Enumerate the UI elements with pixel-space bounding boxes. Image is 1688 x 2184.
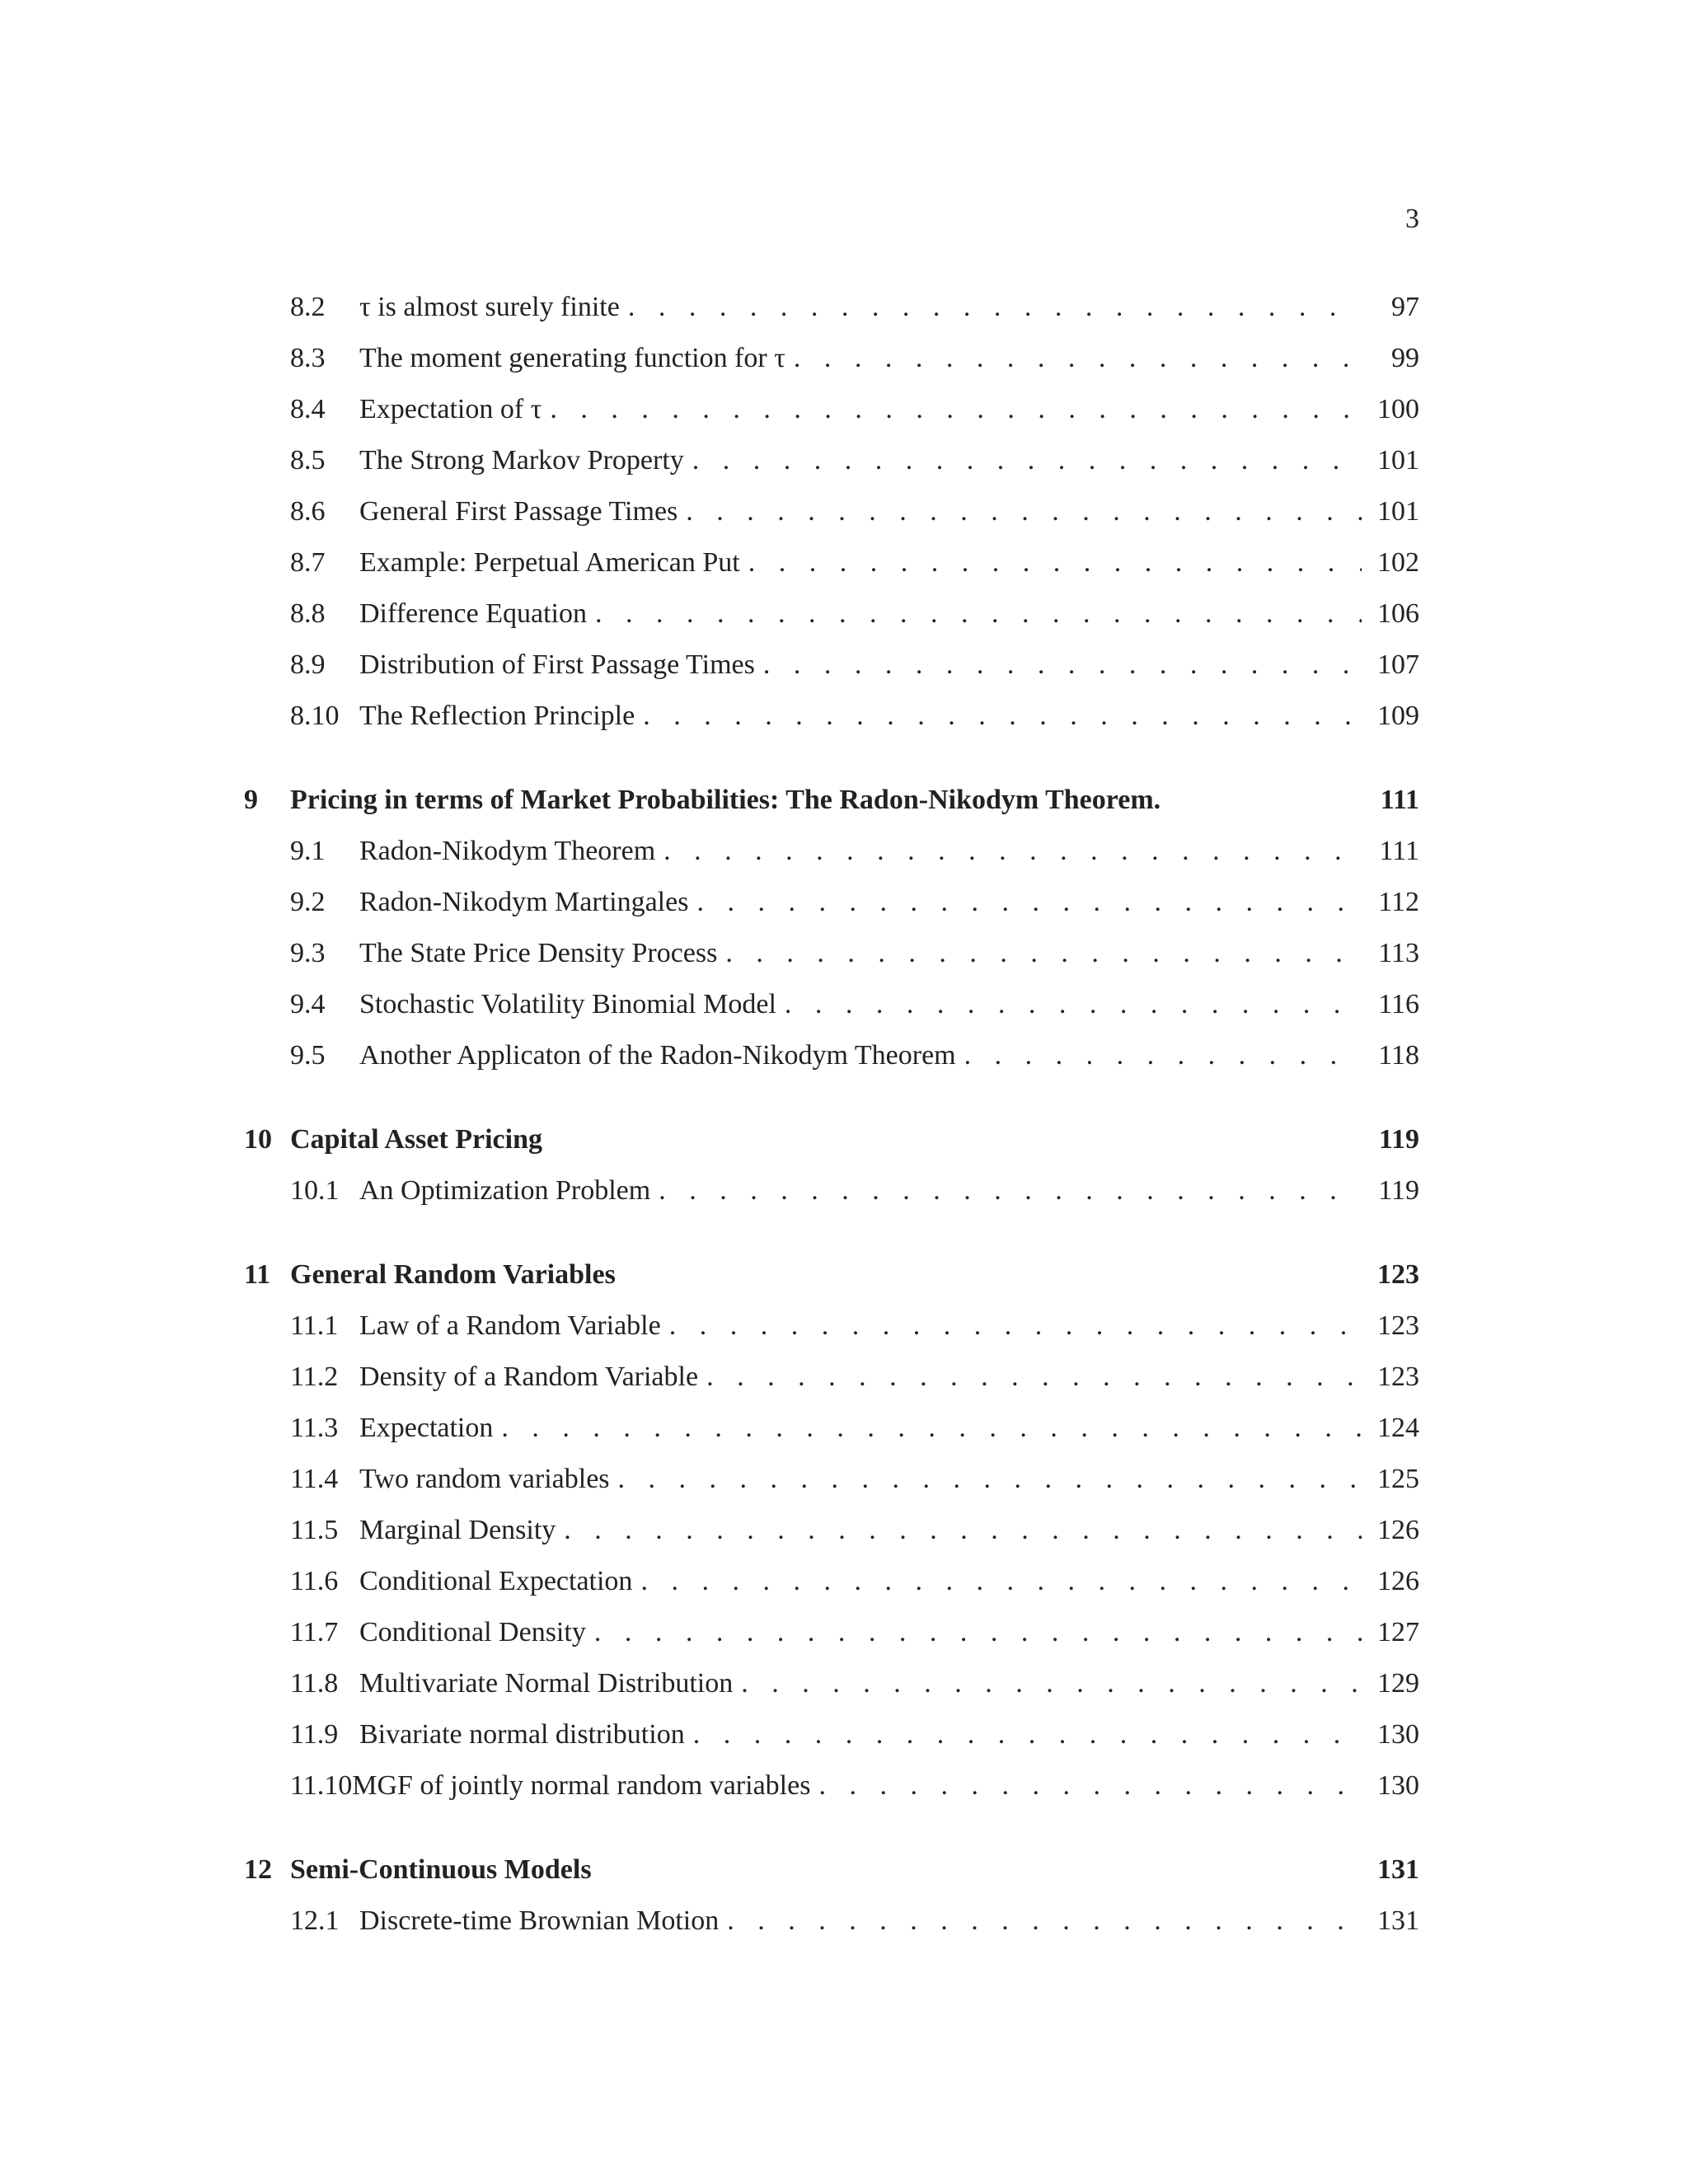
section-number: 10.1 [290,1175,340,1206]
dot-leader [693,1709,1362,1760]
page-ref: 102 [1377,547,1419,578]
toc-section-entry[interactable] [290,979,1419,1030]
section-number: 11.2 [290,1361,339,1392]
dot-leader [669,1301,1362,1352]
dot-leader [727,1896,1362,1947]
toc-section-entry[interactable] [290,1301,1419,1352]
toc-chapter-entry[interactable] [244,1844,1419,1896]
toc-section-entry[interactable] [290,1165,1419,1216]
section-title: Expectation of τ [359,394,542,424]
dot-leader [696,877,1362,928]
section-title: The Reflection Principle [359,701,635,731]
chapter-number: 9 [244,785,258,815]
section-title: Density of a Random Variable [359,1361,699,1392]
page-ref: 116 [1378,989,1419,1019]
section-title: The Strong Markov Property [359,445,684,476]
section-number: 11.9 [290,1719,339,1750]
page-ref: 109 [1377,701,1419,731]
page-ref: 125 [1377,1464,1419,1494]
page-ref: 130 [1377,1719,1419,1750]
toc-section-entry[interactable] [290,826,1419,877]
section-number: 11.5 [290,1515,339,1545]
page-ref: 127 [1377,1617,1419,1647]
chapter-number: 10 [244,1124,272,1155]
toc-section-entry[interactable] [290,1607,1419,1658]
section-number: 11.3 [290,1413,339,1443]
section-title: Multivariate Normal Distribution [359,1668,734,1699]
dot-leader [818,1760,1362,1811]
section-title: Another Applicaton of the Radon-Nikodym Theorem [359,1040,956,1071]
toc-section-entry[interactable] [290,1709,1419,1760]
toc-section-entry[interactable] [290,1556,1419,1607]
section-title: Radon-Nikodym Theorem [359,836,656,866]
section-number: 8.8 [290,598,326,629]
dot-leader [643,691,1362,742]
dot-leader [595,588,1362,640]
page-ref: 113 [1378,938,1419,968]
chapter-title: Capital Asset Pricing [290,1124,542,1155]
section-number: 9.1 [290,836,326,866]
page-ref: 111 [1379,836,1419,866]
page-ref: 107 [1377,649,1419,680]
table-of-contents [244,282,1419,1947]
toc-section-entry[interactable] [290,1658,1419,1709]
section-number: 8.4 [290,394,326,424]
section-title: Expectation [359,1413,494,1443]
page-ref: 100 [1377,394,1419,424]
page-ref: 129 [1377,1668,1419,1699]
section-number: 12.1 [290,1905,340,1936]
dot-leader [663,826,1362,877]
page-ref: 126 [1377,1566,1419,1596]
dot-leader [692,435,1362,486]
section-title: The moment generating function for τ [359,343,785,373]
page-ref: 130 [1377,1770,1419,1801]
dot-leader [618,1454,1362,1505]
dot-leader [785,979,1362,1030]
toc-section-entry[interactable] [290,333,1419,384]
page-ref: 131 [1377,1854,1419,1885]
page-ref: 123 [1377,1259,1419,1290]
page-ref: 118 [1378,1040,1419,1071]
section-number: 8.9 [290,649,326,680]
chapter-title: Pricing in terms of Market Probabilities: The Radon-Nikodym Theorem. [290,785,1161,815]
section-title: Example: Perpetual American Put [359,547,740,578]
section-number: 11.10 [290,1770,353,1801]
toc-section-entry[interactable] [290,1030,1419,1081]
section-number: 8.10 [290,701,340,731]
page-number: 3 [1405,204,1419,234]
page-ref: 101 [1377,496,1419,527]
section-number: 9.2 [290,887,326,917]
section-title: Radon-Nikodym Martingales [359,887,689,917]
section-number: 8.7 [290,547,326,578]
dot-leader [594,1607,1362,1658]
dot-leader [564,1505,1362,1556]
page-ref: 119 [1378,1175,1419,1206]
section-number: 11.4 [290,1464,339,1494]
toc-section-entry[interactable] [290,1403,1419,1454]
section-title: Conditional Density [359,1617,586,1647]
chapter-title: Semi-Continuous Models [290,1854,592,1885]
dot-leader [640,1556,1362,1607]
section-title: Law of a Random Variable [359,1310,661,1341]
section-title: Stochastic Volatility Binomial Model [359,989,776,1019]
page-ref: 123 [1377,1361,1419,1392]
section-title: Distribution of First Passage Times [359,649,755,680]
dot-leader [725,928,1362,979]
section-title: MGF of jointly normal random variables [352,1770,811,1801]
toc-chapter-entry[interactable] [244,775,1419,826]
chapter-number: 11 [244,1259,271,1290]
dot-leader [550,384,1362,435]
section-number: 8.3 [290,343,326,373]
page-ref: 124 [1377,1413,1419,1443]
toc-section-entry[interactable] [290,877,1419,928]
toc-chapter-entry[interactable] [244,1249,1419,1301]
toc-section-entry[interactable] [290,588,1419,640]
dot-leader [686,486,1362,537]
dot-leader [763,640,1362,691]
toc-section-entry[interactable] [290,435,1419,486]
section-title: General First Passage Times [359,496,678,527]
page-ref: 106 [1377,598,1419,629]
toc-section-entry[interactable] [290,640,1419,691]
section-number: 11.1 [290,1310,339,1341]
toc-section-entry[interactable] [290,1352,1419,1403]
section-number: 11.6 [290,1566,339,1596]
section-title: Bivariate normal distribution [359,1719,685,1750]
toc-section-entry[interactable] [290,691,1419,742]
page-ref: 131 [1377,1905,1419,1936]
toc-section-entry[interactable] [290,1454,1419,1505]
section-number: 8.5 [290,445,326,476]
section-number: 11.8 [290,1668,339,1699]
toc-section-entry[interactable] [290,928,1419,979]
dot-leader [501,1403,1362,1454]
dot-leader [659,1165,1362,1216]
dot-leader [628,282,1362,333]
section-number: 11.7 [290,1617,339,1647]
page-ref: 99 [1391,343,1419,373]
section-title: The State Price Density Process [359,938,718,968]
section-title: τ is almost surely finite [359,292,620,322]
dot-leader [748,537,1362,588]
page-ref: 101 [1377,445,1419,476]
dot-leader [794,333,1362,384]
page-ref: 123 [1377,1310,1419,1341]
dot-leader [741,1658,1362,1709]
toc-section-entry[interactable] [290,1505,1419,1556]
section-title: Two random variables [359,1464,610,1494]
section-number: 9.4 [290,989,326,1019]
section-number: 8.6 [290,496,326,527]
page-ref: 126 [1377,1515,1419,1545]
section-title: Difference Equation [359,598,587,629]
toc-section-entry[interactable] [290,1760,1419,1811]
section-title: Marginal Density [359,1515,556,1545]
section-number: 9.3 [290,938,326,968]
section-title: Discrete-time Brownian Motion [359,1905,720,1936]
page-ref: 111 [1380,785,1419,815]
chapter-title: General Random Variables [290,1259,616,1290]
toc-section-entry[interactable] [290,486,1419,537]
page-ref: 112 [1378,887,1419,917]
toc-section-entry[interactable] [290,384,1419,435]
page-ref: 97 [1391,292,1419,322]
section-number: 8.2 [290,292,326,322]
section-title: An Optimization Problem [359,1175,651,1206]
section-title: Conditional Expectation [359,1566,633,1596]
toc-chapter-entry[interactable] [244,1114,1419,1165]
toc-section-entry[interactable] [290,282,1419,333]
chapter-number: 12 [244,1854,272,1885]
dot-leader [964,1030,1362,1081]
toc-section-entry[interactable] [290,537,1419,588]
toc-section-entry[interactable] [290,1896,1419,1947]
dot-leader [706,1352,1362,1403]
page-ref: 119 [1378,1124,1419,1155]
section-number: 9.5 [290,1040,326,1071]
